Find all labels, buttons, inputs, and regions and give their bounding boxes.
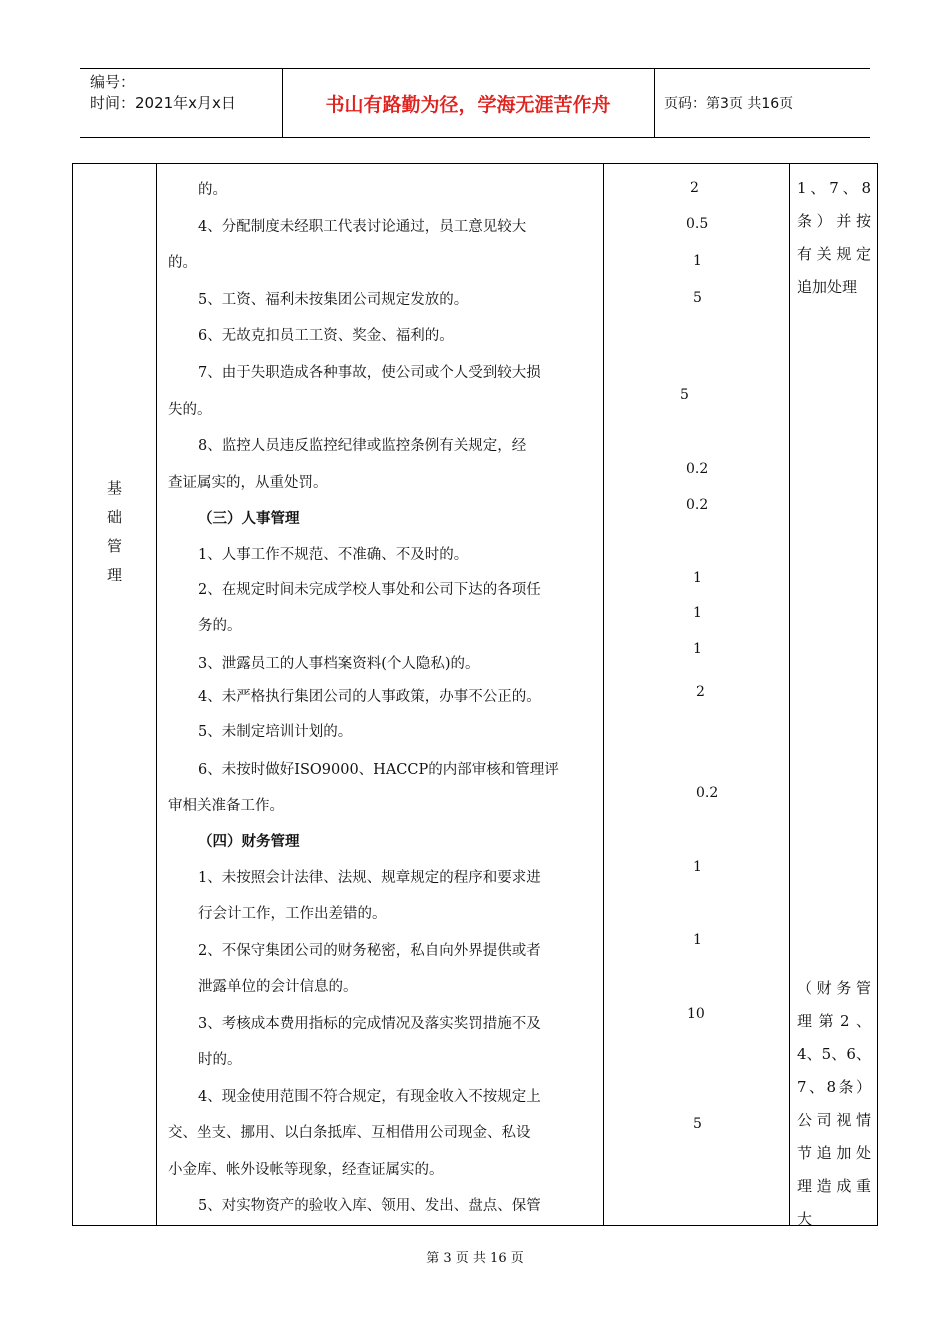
- column-divider: [789, 164, 790, 1225]
- content-line: 8、监控人员违反监控纪律或监控条例有关规定，经: [198, 438, 527, 454]
- content-line: （三）人事管理: [198, 510, 300, 527]
- date-label: 时间：2021年x月x日: [90, 94, 236, 112]
- content-line: 4、分配制度未经职工代表讨论通过，员工意见较大: [198, 219, 527, 235]
- content-line: 4、未严格执行集团公司的人事政策，办事不公正的。: [198, 689, 541, 705]
- motto: 书山有路勤为径，学海无涯苦作舟: [325, 93, 611, 116]
- serial-label: 编号：: [90, 73, 136, 91]
- note-top: 1、7、8条）并按有关规定追加处理: [797, 179, 871, 296]
- content-line: 6、未按时做好ISO9000、HACCP的内部审核和管理评: [198, 762, 559, 778]
- content-line: 交、坐支、挪用、以白条抵库、互相借用公司现金、私设: [168, 1125, 531, 1141]
- content-line: 务的。: [198, 618, 242, 634]
- note-bottom: （财务管理第2、4、5、6、7、8条）公司视情节追加处理造成重大: [797, 979, 871, 1228]
- page-header: [80, 68, 870, 138]
- content-line: 审相关准备工作。: [168, 798, 284, 814]
- score-value: 0.2: [686, 497, 709, 513]
- score-value: 1: [693, 641, 702, 657]
- score-value: 5: [680, 387, 689, 403]
- assessment-table: [72, 163, 878, 1226]
- content-line: 5、未制定培训计划的。: [198, 724, 353, 740]
- content-line: 3、泄露员工的人事档案资料(个人隐私)的。: [198, 656, 480, 672]
- category-char: 基: [106, 479, 122, 497]
- score-value: 1: [693, 570, 702, 586]
- score-value: 1: [693, 932, 702, 948]
- header-meta: [90, 72, 236, 114]
- score-value: 2: [696, 684, 705, 700]
- content-line: 查证属实的，从重处罚。: [168, 475, 328, 491]
- header-divider: [654, 69, 655, 137]
- score-value: 5: [693, 290, 702, 306]
- category-cell: [73, 474, 156, 590]
- category-char: 础: [106, 508, 122, 526]
- content-line: （四）财务管理: [198, 833, 300, 850]
- category-char: 理: [106, 566, 122, 584]
- content-line: 2、在规定时间未完成学校人事处和公司下达的各项任: [198, 582, 541, 598]
- content-line: 时的。: [198, 1052, 242, 1068]
- content-line: 4、现金使用范围不符合规定，有现金收入不按规定上: [198, 1089, 541, 1105]
- content-line: 泄露单位的会计信息的。: [198, 979, 358, 995]
- content-line: 失的。: [168, 402, 212, 418]
- content-line: 小金库、帐外设帐等现象，经查证属实的。: [168, 1162, 444, 1178]
- content-line: 行会计工作，工作出差错的。: [198, 906, 387, 922]
- score-value: 2: [690, 180, 699, 196]
- page-footer: 第 3 页 共 16 页: [426, 1251, 524, 1266]
- category-char: 管: [106, 537, 122, 555]
- content-line: 5、对实物资产的验收入库、领用、发出、盘点、保管: [198, 1198, 541, 1214]
- score-value: 0.2: [696, 785, 719, 801]
- content-line: 2、不保守集团公司的财务秘密，私自向外界提供或者: [198, 943, 541, 959]
- content-line: 7、由于失职造成各种事故，使公司或个人受到较大损: [198, 365, 541, 381]
- page-info: 页码：第3页 共16页: [664, 96, 794, 112]
- score-value: 5: [693, 1116, 702, 1132]
- score-value: 1: [693, 605, 702, 621]
- content-line: 1、人事工作不规范、不准确、不及时的。: [198, 547, 469, 563]
- score-value: 1: [693, 859, 702, 875]
- content-line: 的。: [168, 255, 197, 271]
- content-line: 的。: [198, 182, 227, 198]
- content-line: 3、考核成本费用指标的完成情况及落实奖罚措施不及: [198, 1016, 541, 1032]
- score-value: 0.2: [686, 461, 709, 477]
- score-value: 10: [687, 1006, 705, 1022]
- score-value: 1: [693, 253, 702, 269]
- content-line: 6、无故克扣员工工资、奖金、福利的。: [198, 328, 454, 344]
- score-value: 0.5: [686, 216, 709, 232]
- content-line: 1、未按照会计法律、法规、规章规定的程序和要求进: [198, 870, 541, 886]
- content-line: 5、工资、福利未按集团公司规定发放的。: [198, 292, 469, 308]
- column-divider: [156, 164, 157, 1225]
